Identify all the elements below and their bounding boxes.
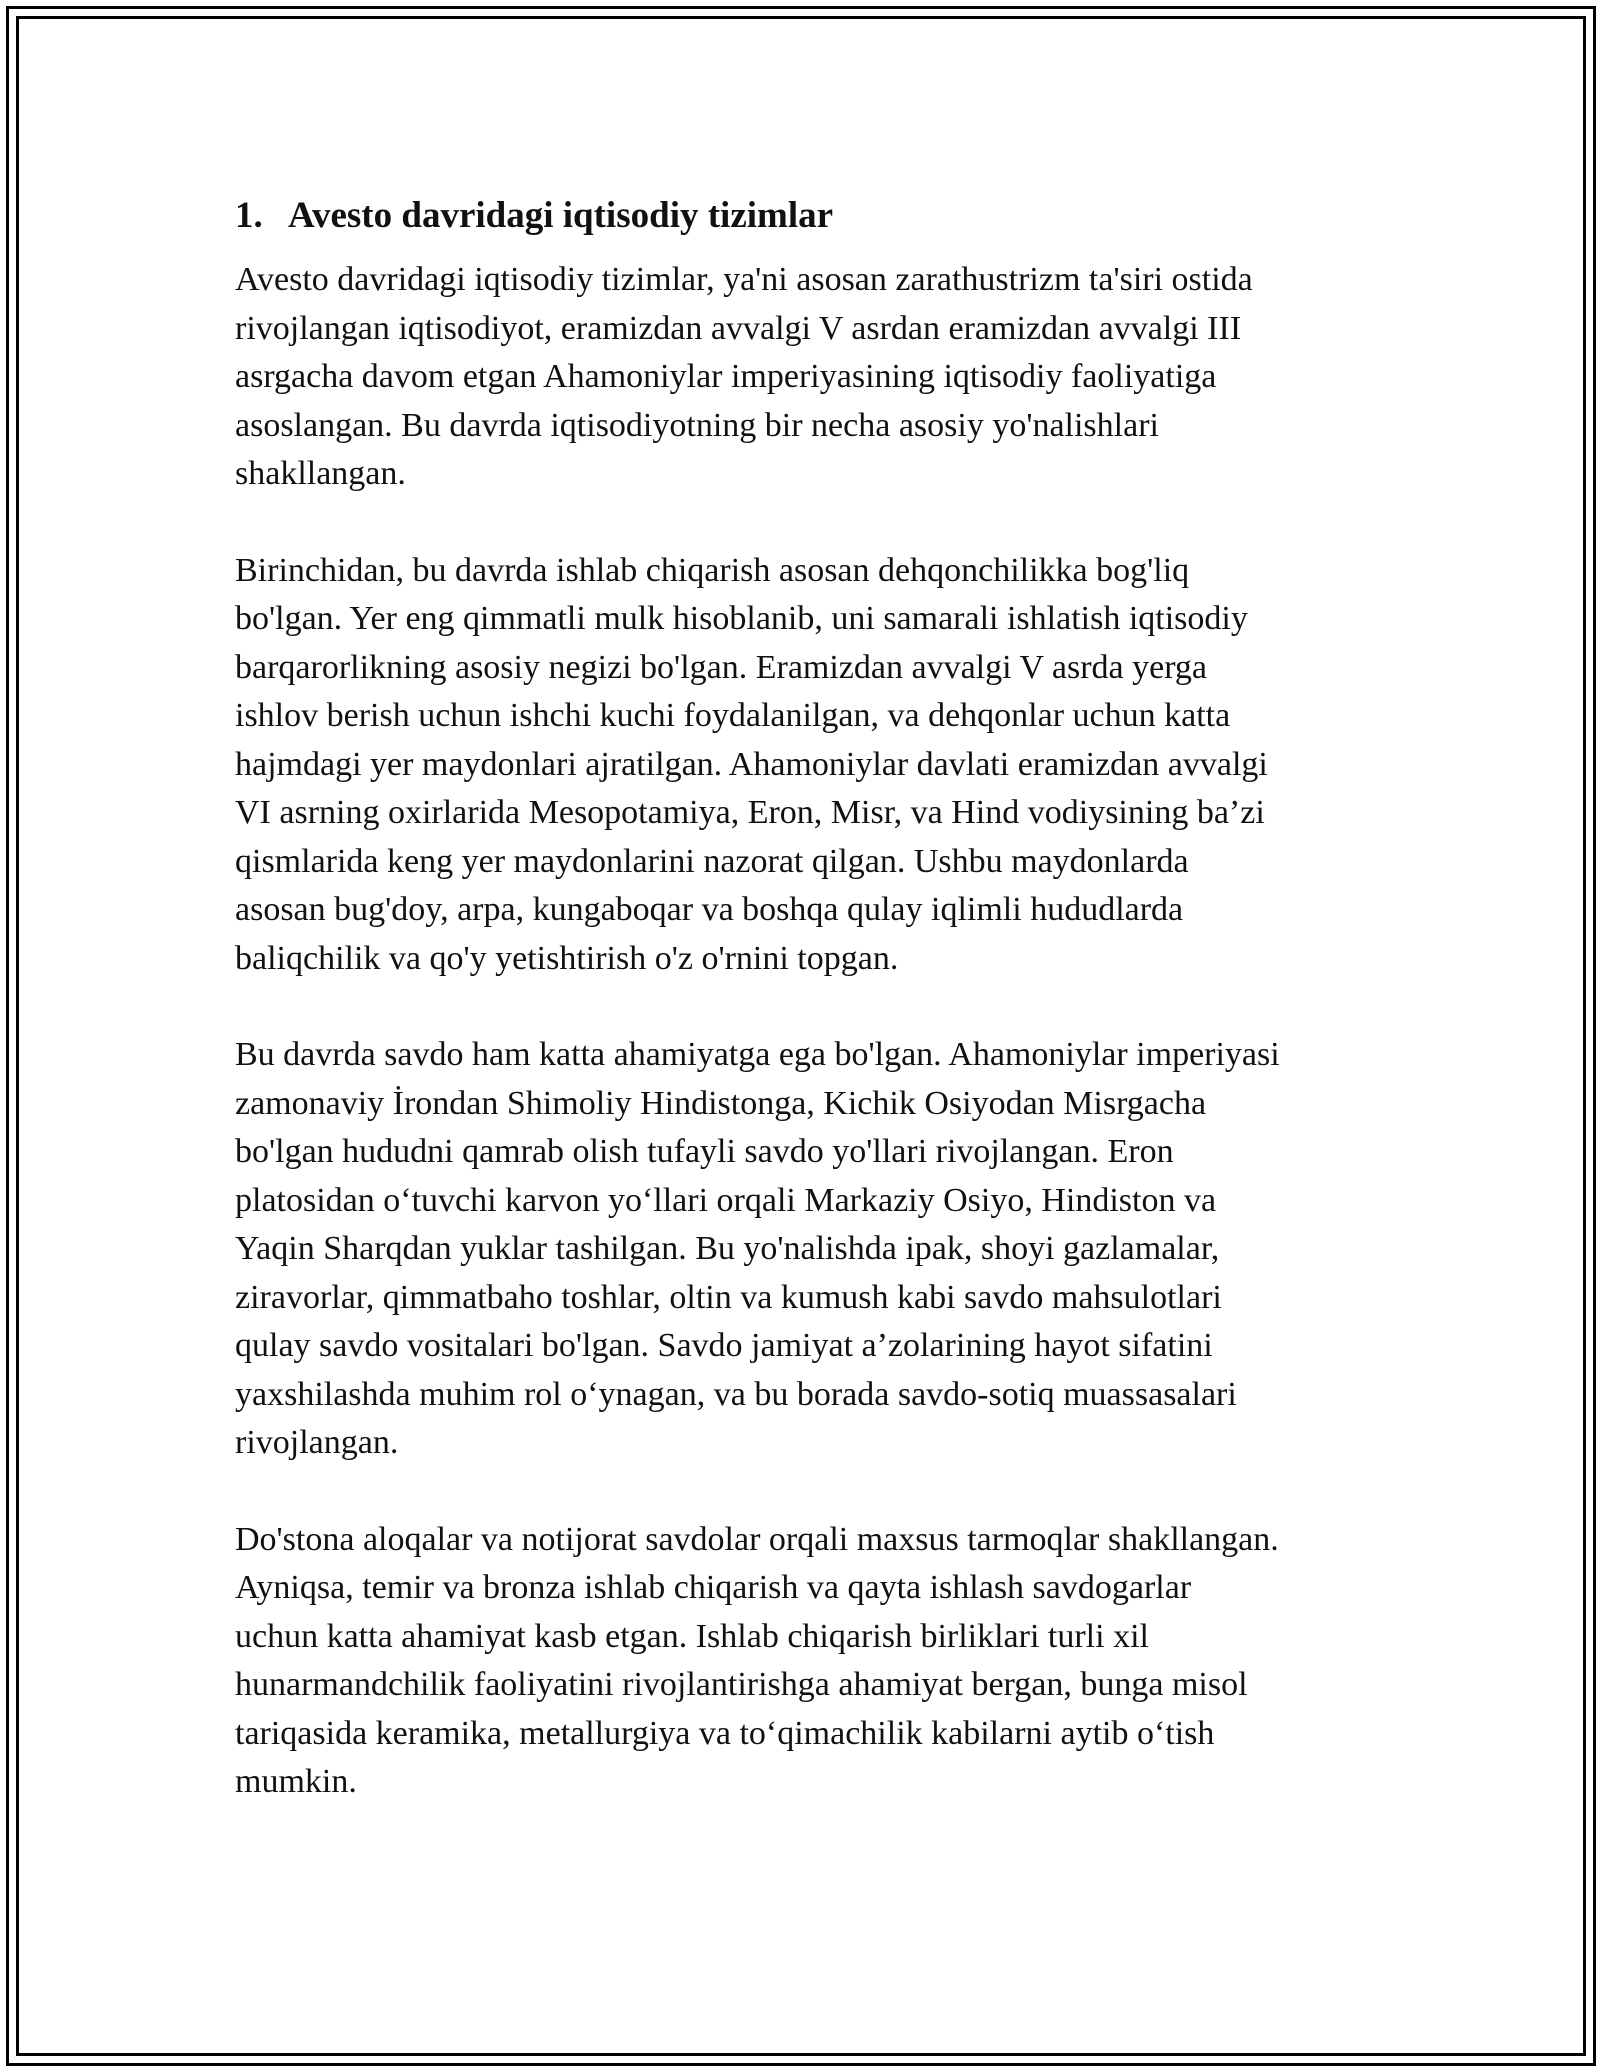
paragraph-line: uchun katta ahamiyat kasb etgan. Ishlab chiqarish birliklari turli xil [235, 1617, 1149, 1655]
section-heading [235, 190, 1385, 242]
paragraph-list [235, 256, 1385, 1807]
paragraph-line: asosan bug'doy, arpa, kungaboqar va boshqa qulay iqlimli hududlarda [235, 891, 1184, 928]
paragraph-line: zamonaviy İrondan Shimoliy Hindistonga, Kichik Osiyodan Misrgacha [235, 1084, 1207, 1122]
paragraph-line: qulay savdo vositalari bo'lgan. Savdo jamiyat a’zolarining hayot sifatini [235, 1327, 1213, 1364]
paragraph-line: Avesto davridagi iqtisodiy tizimlar, ya'ni asosan zarathustrizm ta'siri ostida [235, 261, 1253, 298]
paragraph [235, 1516, 1385, 1807]
paragraph-line: bo'lgan hududni qamrab olish tufayli savdo yo'llari rivojlangan. Eron [235, 1133, 1174, 1170]
paragraph-line: asrgacha davom etgan Ahamoniylar imperiyasining iqtisodiy faoliyatiga [235, 358, 1217, 395]
section-title: Avesto davridagi iqtisodiy tizimlar [288, 195, 834, 236]
paragraph-line: barqarorlikning asosiy negizi bo'lgan. Eramizdan avvalgi V asrda yerga [235, 648, 1208, 686]
paragraph-line: hunarmandchilik faoliyatini rivojlantirishga ahamiyat bergan, bunga misol [235, 1666, 1248, 1703]
paragraph-line: rivojlangan iqtisodiyot, eramizdan avvalgi V asrdan eramizdan avvalgi III [235, 309, 1242, 347]
paragraph-line: shakllangan. [235, 455, 406, 492]
paragraph-line: yaxshilashda muhim rol o‘ynagan, va bu borada savdo-sotiq muassasalari [235, 1375, 1237, 1413]
document-body [235, 190, 1385, 1855]
paragraph-line: qismlarida keng yer maydonlarini nazorat qilgan. Ushbu maydonlarda [235, 842, 1189, 880]
paragraph [235, 256, 1385, 499]
paragraph [235, 547, 1385, 984]
paragraph-line: ziravorlar, qimmatbaho toshlar, oltin va kumush kabi savdo mahsulotlari [235, 1278, 1222, 1316]
paragraph-line: asoslangan. Bu davrda iqtisodiyotning bir necha asosiy yo'nalishlari [235, 406, 1159, 444]
paragraph-line: rivojlangan. [235, 1424, 399, 1461]
paragraph-line: hajmdagi yer maydonlari ajratilgan. Ahamoniylar davlati eramizdan avvalgi [235, 745, 1268, 783]
paragraph-line: Do'stona aloqalar va notijorat savdolar orqali maxsus tarmoqlar shakllangan. [235, 1520, 1279, 1558]
paragraph [235, 1031, 1385, 1468]
paragraph-line: mumkin. [235, 1763, 357, 1800]
paragraph-line: baliqchilik va qo'y yetishtirish o'z o'rnini topgan. [235, 939, 899, 977]
paragraph-line: Bu davrda savdo ham katta ahamiyatga ega bo'lgan. Ahamoniylar imperiyasi [235, 1036, 1280, 1073]
paragraph-line: bo'lgan. Yer eng qimmatli mulk hisoblanib, uni samarali ishlatish iqtisodiy [235, 600, 1248, 637]
paragraph-line: tariqasida keramika, metallurgiya va to‘qimachilik kabilarni aytib o‘tish [235, 1714, 1215, 1752]
paragraph-line: platosidan o‘tuvchi karvon yo‘llari orqali Markaziy Osiyo, Hindiston va [235, 1181, 1217, 1219]
paragraph-line: Birinchidan, bu davrda ishlab chiqarish asosan dehqonchilikka bog'liq [235, 551, 1190, 589]
section-number: 1. [235, 195, 263, 236]
paragraph-line: Ayniqsa, temir va bronza ishlab chiqarish va qayta ishlash savdogarlar [235, 1569, 1192, 1606]
paragraph-line: VI asrning oxirlarida Mesopotamiya, Eron, Misr, va Hind vodiysining ba’zi [235, 794, 1265, 831]
paragraph-line: Yaqin Sharqdan yuklar tashilgan. Bu yo'nalishda ipak, shoyi gazlamalar, [235, 1230, 1220, 1267]
paragraph-line: ishlov berish uchun ishchi kuchi foydalanilgan, va dehqonlar uchun katta [235, 697, 1231, 734]
